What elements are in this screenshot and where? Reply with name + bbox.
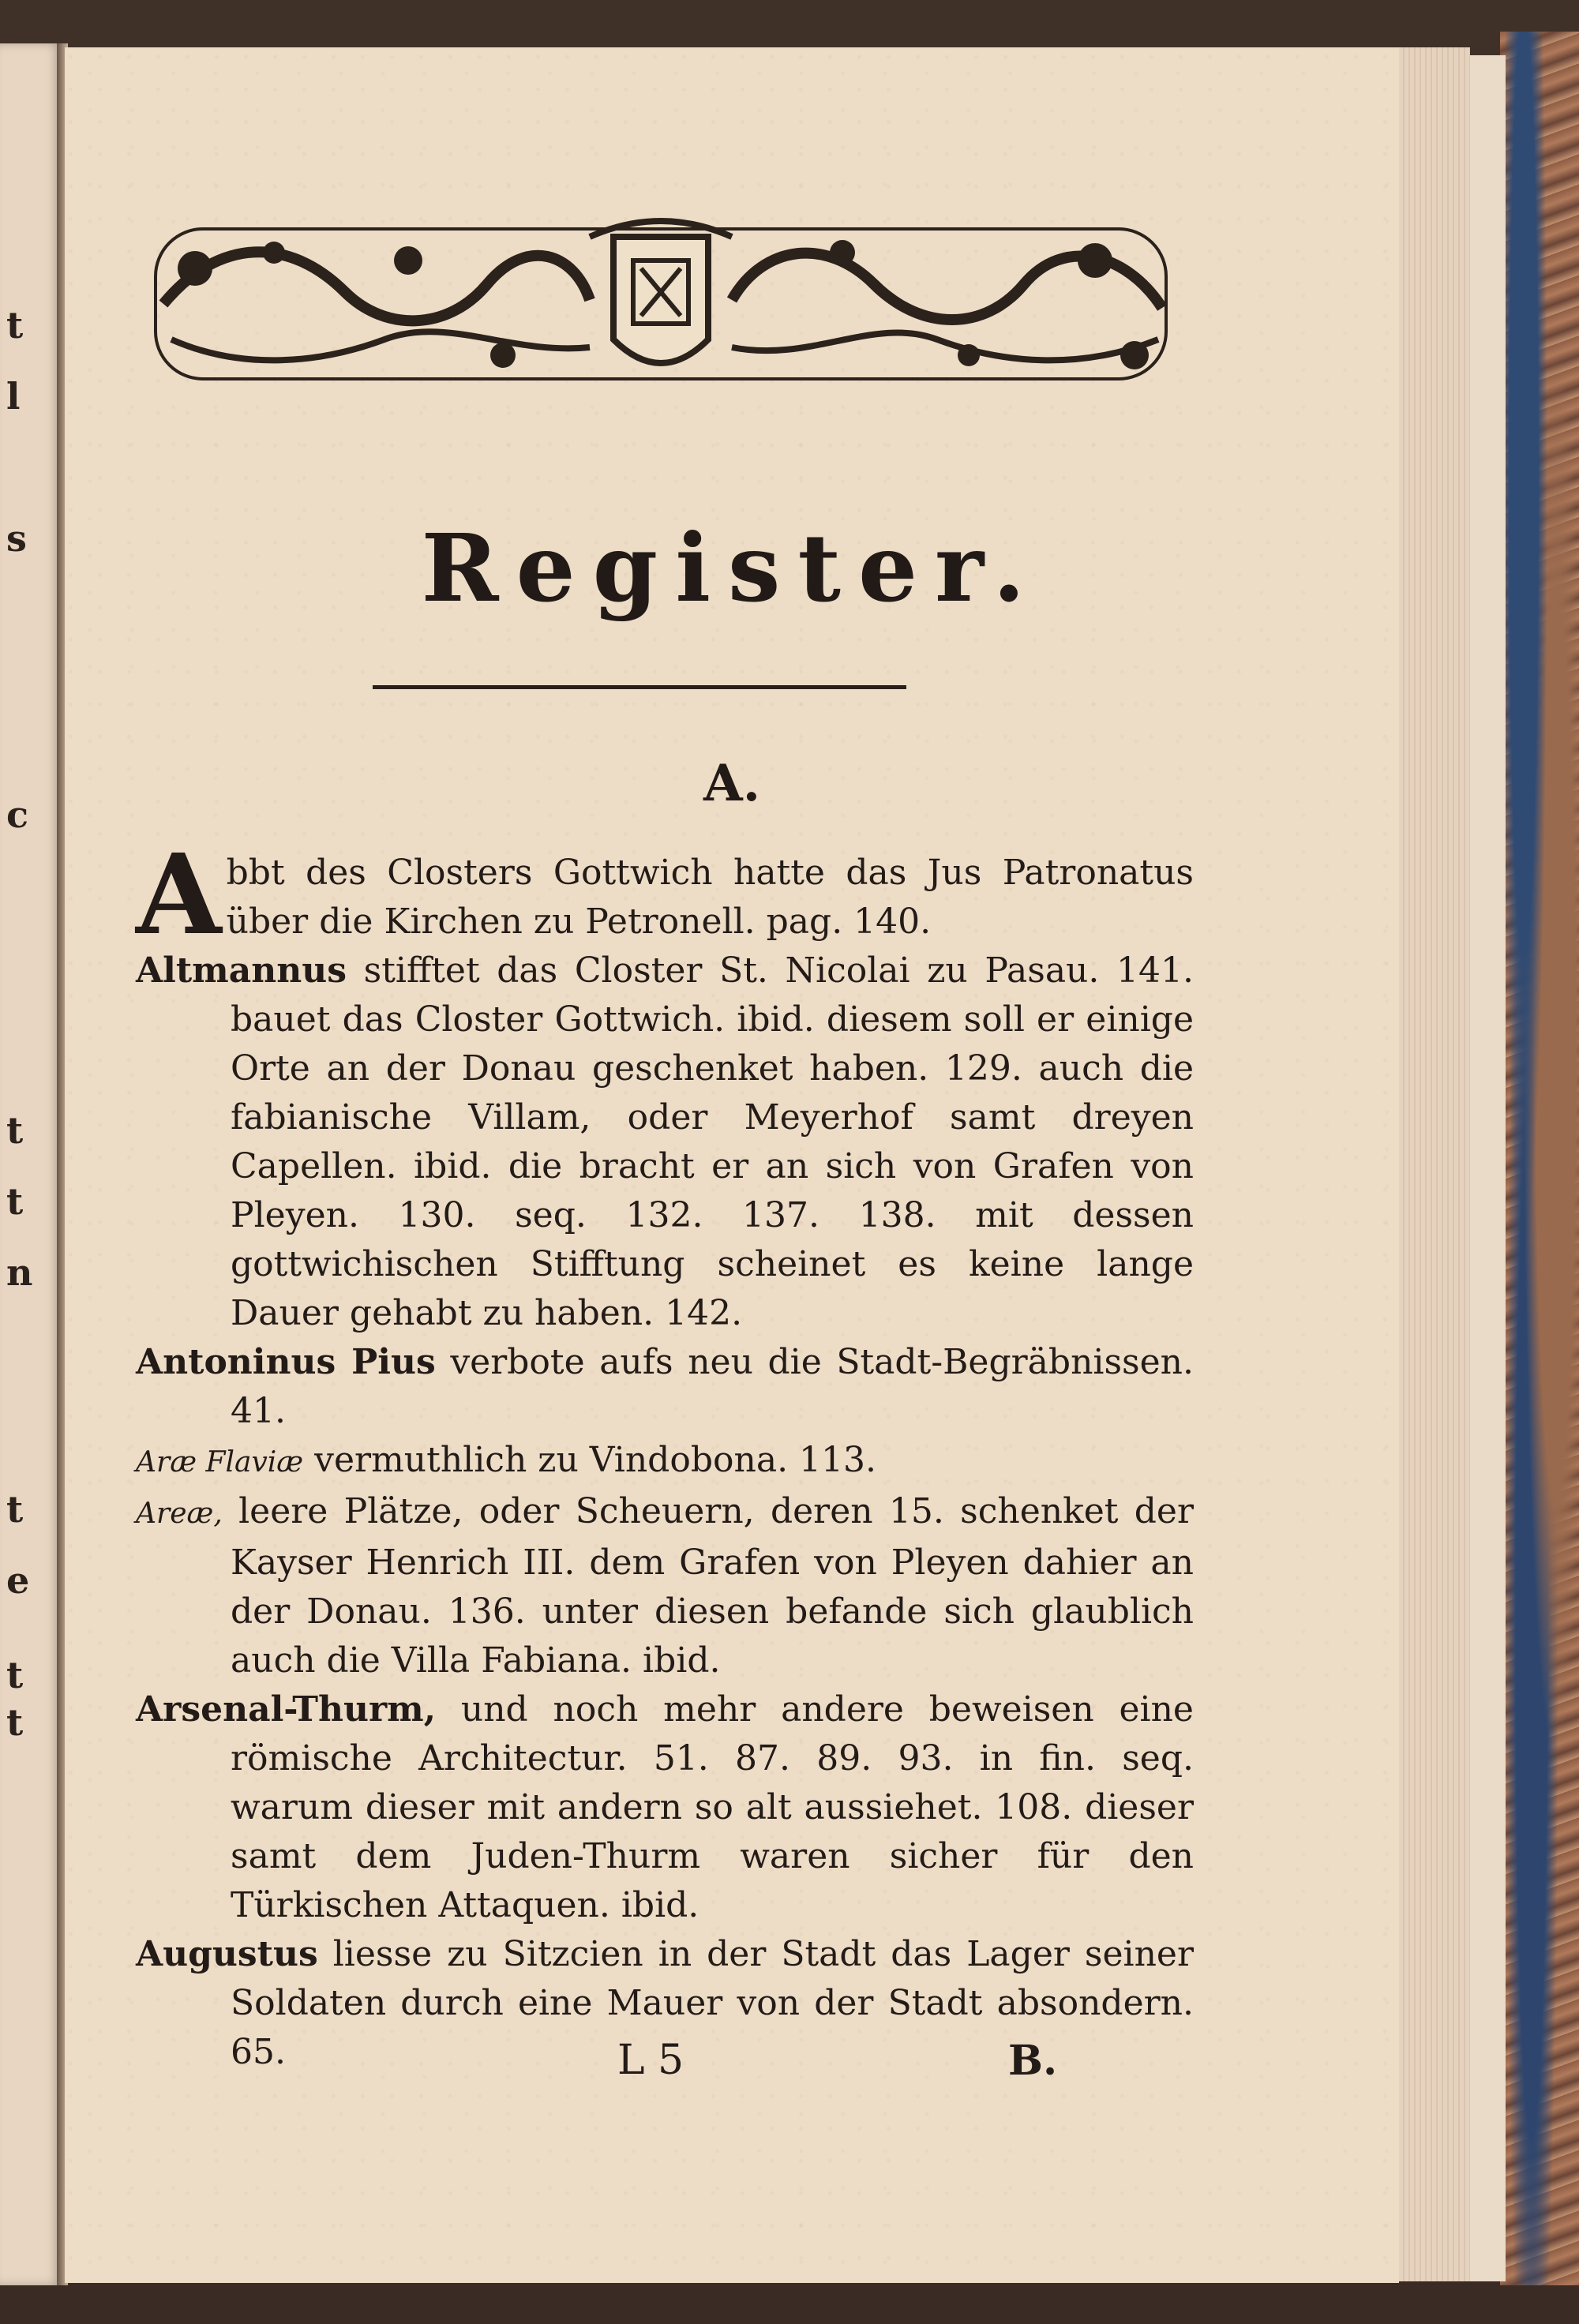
entry-text: leere Plätze, oder Scheuern, deren 15. schenket der Kayser Henrich III. dem Grafen von Pleyen dahier an der Donau. 136. unter diesen befande sich glaublich auch die Villa Fabiana. ibid. (231, 1491, 1194, 1681)
register-entry (136, 1436, 1194, 1487)
register-entry (136, 1338, 1194, 1436)
register-entries (136, 830, 1195, 2077)
left-page-glyph: e (6, 1559, 30, 1602)
left-page-glyph: t (6, 1701, 24, 1744)
drop-cap: A (136, 830, 222, 960)
woodcut-ornament-headpiece (148, 205, 1174, 403)
register-entry (136, 830, 1194, 960)
left-page-glyph: t (6, 1180, 24, 1223)
left-page-fragment (0, 43, 62, 2285)
book-binding-bottom (0, 2285, 1579, 2324)
entry-text: und noch mehr andere beweisen eine römische Architectur. 51. 87. 89. 93. in fin. seq. warum dieser mit andern so alt aussiehet. 108. dieser samt dem Juden-Thurm waren sicher für den Türkischen Attaquen. ibid. (231, 1689, 1194, 1925)
marbled-cover (1500, 32, 1579, 2289)
catchword: B. (1008, 2037, 1058, 2085)
entry-text: liesse zu Sitzcien in der Stadt das Lager seiner Soldaten durch eine Mauer von der Stadt absondern. 65. (231, 1934, 1194, 2072)
left-page-glyph: t (6, 1654, 24, 1696)
page-edge-strip (1468, 55, 1506, 2281)
left-page-glyph: l (6, 375, 21, 418)
title-rule (373, 685, 906, 689)
register-entry (136, 946, 1194, 1338)
entry-text: vermuthlich zu Vindobona. 113. (314, 1440, 877, 1480)
register-entry (136, 1487, 1194, 1685)
left-page-glyph: c (6, 793, 29, 836)
left-page-glyph: n (6, 1251, 33, 1294)
left-page-glyph: t (6, 1109, 24, 1152)
page-fore-edge (1399, 47, 1470, 2281)
book-page (65, 47, 1399, 2283)
left-page-glyph: t (6, 304, 24, 347)
left-page-glyph: t (6, 1488, 24, 1531)
entry-text: verbote aufs neu die Stadt-Begräbnissen. 41. (231, 1342, 1195, 1431)
entry-headword: Aræ Flaviæ (136, 1446, 304, 1479)
section-letter: A. (703, 754, 760, 813)
page-title: Register. (421, 513, 1043, 623)
entry-headword: Altmannus (136, 950, 347, 991)
entry-headword: Areæ, (136, 1497, 223, 1530)
entry-headword: Arsenal-Thurm, (136, 1689, 437, 1730)
entry-text: bbt des Closters Gottwich hatte das Jus Patronatus über die Kirchen zu Petronell. pag. 140. (226, 853, 1194, 942)
entry-headword: Augustus (136, 1934, 318, 1974)
entry-text: stifftet das Closter St. Nicolai zu Pasau. 141. bauet das Closter Gottwich. ibid. diesem soll er einige Orte an der Donau geschenket haben. 129. auch die fabianische Villam, oder Meyerhof samt dreyen Capellen. ibid. die bracht er an sich von Grafen von Pleyen. 130. seq. 132. 137. 138. mit dessen gottwichischen Stifftung scheinet es keine lange Dauer gehabt zu haben. 142. (231, 950, 1194, 1333)
left-page-glyph: s (6, 517, 27, 560)
entry-headword: Antoninus Pius (136, 1342, 436, 1382)
register-entry (136, 1685, 1194, 1930)
signature-mark: L 5 (617, 2037, 684, 2084)
